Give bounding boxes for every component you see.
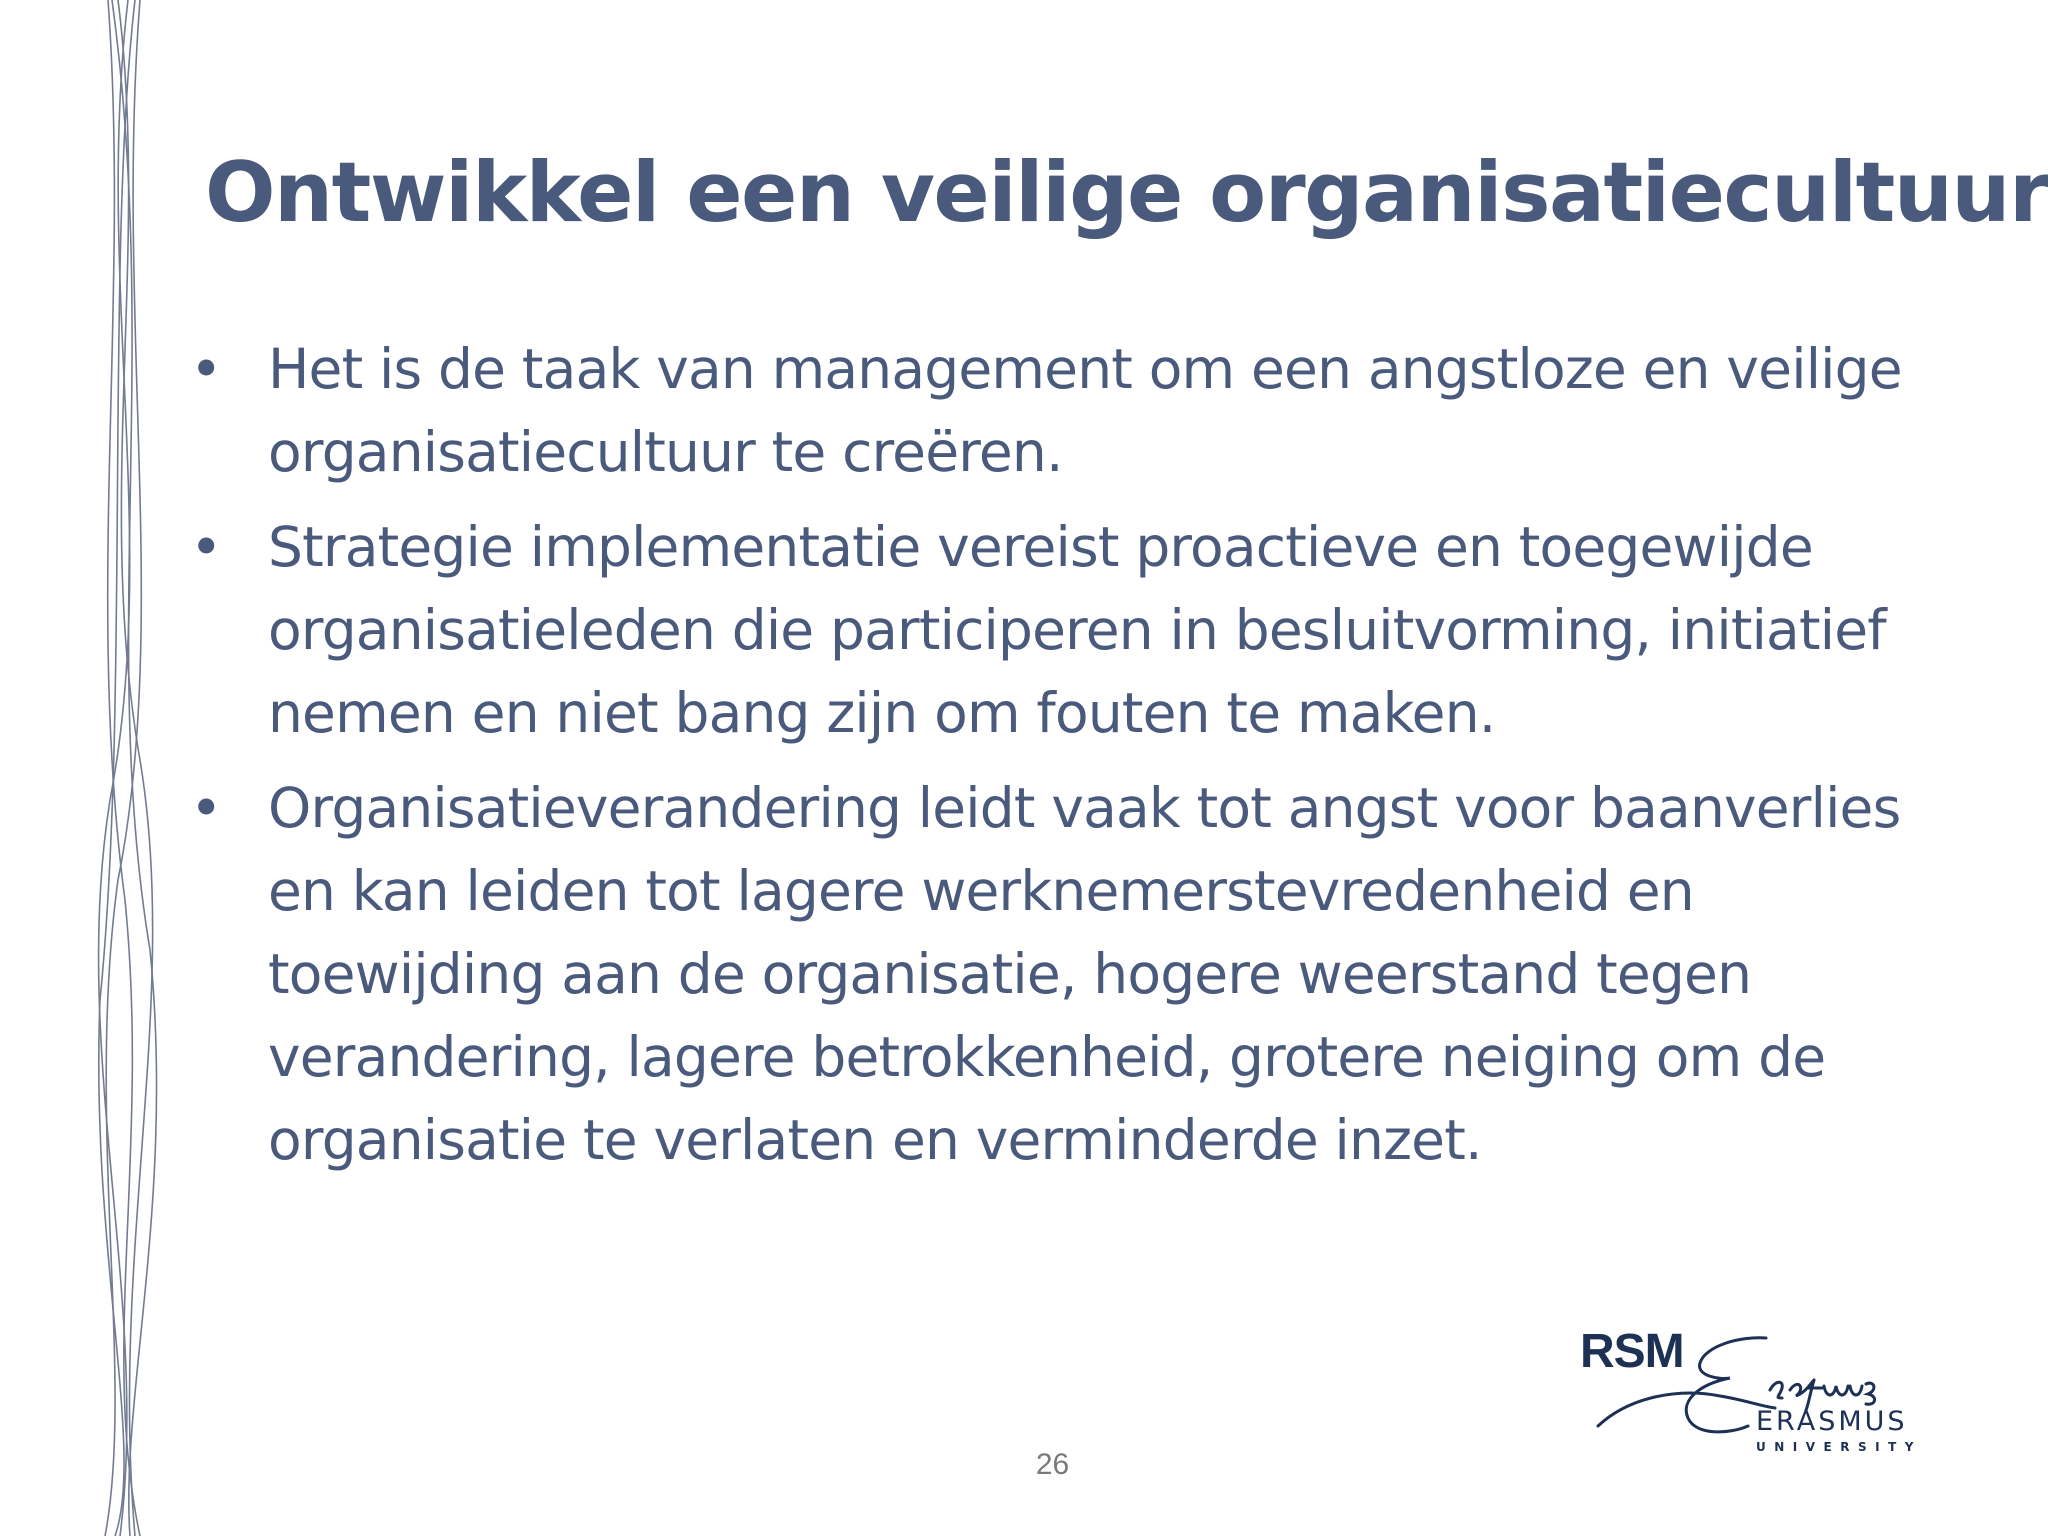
logo-erasmus-text: ERASMUS — [1756, 1406, 1908, 1437]
bullet-text: Strategie implementatie vereist proactieve en toegewijde organisatieleden die participeren in besluitvorming, initiatief nemen en niet bang zijn om fouten te maken. — [268, 515, 1886, 745]
bullet-marker: • — [190, 776, 222, 840]
bullet-item — [190, 328, 1950, 494]
rsm-erasmus-logo — [1570, 1318, 1930, 1468]
logo-rsm-text: RSM — [1580, 1325, 1684, 1378]
bullet-marker: • — [190, 515, 222, 579]
bullet-text: Het is de taak van management om een angstloze en veilige organisatiecultuur te creëren. — [268, 337, 1902, 484]
bullet-list — [190, 328, 1950, 1194]
decorative-lines — [0, 0, 200, 1536]
bullet-marker: • — [190, 337, 222, 401]
bullet-item — [190, 506, 1950, 755]
bullet-text: Organisatieverandering leidt vaak tot angst voor baanverlies en kan leiden tot lagere werknemerstevredenheid en toewijding aan de organisatie, hogere weerstand tegen verandering, lagere betrokkenheid, grotere neiging om de organisatie te verlaten en verminderde inzet. — [268, 776, 1901, 1172]
logo-university-text: UNIVERSITY — [1756, 1440, 1922, 1454]
slide-title: Ontwikkel een veilige organisatiecultuur — [205, 144, 2048, 241]
bullet-item — [190, 767, 1950, 1182]
page-number: 26 — [1035, 1448, 1070, 1481]
